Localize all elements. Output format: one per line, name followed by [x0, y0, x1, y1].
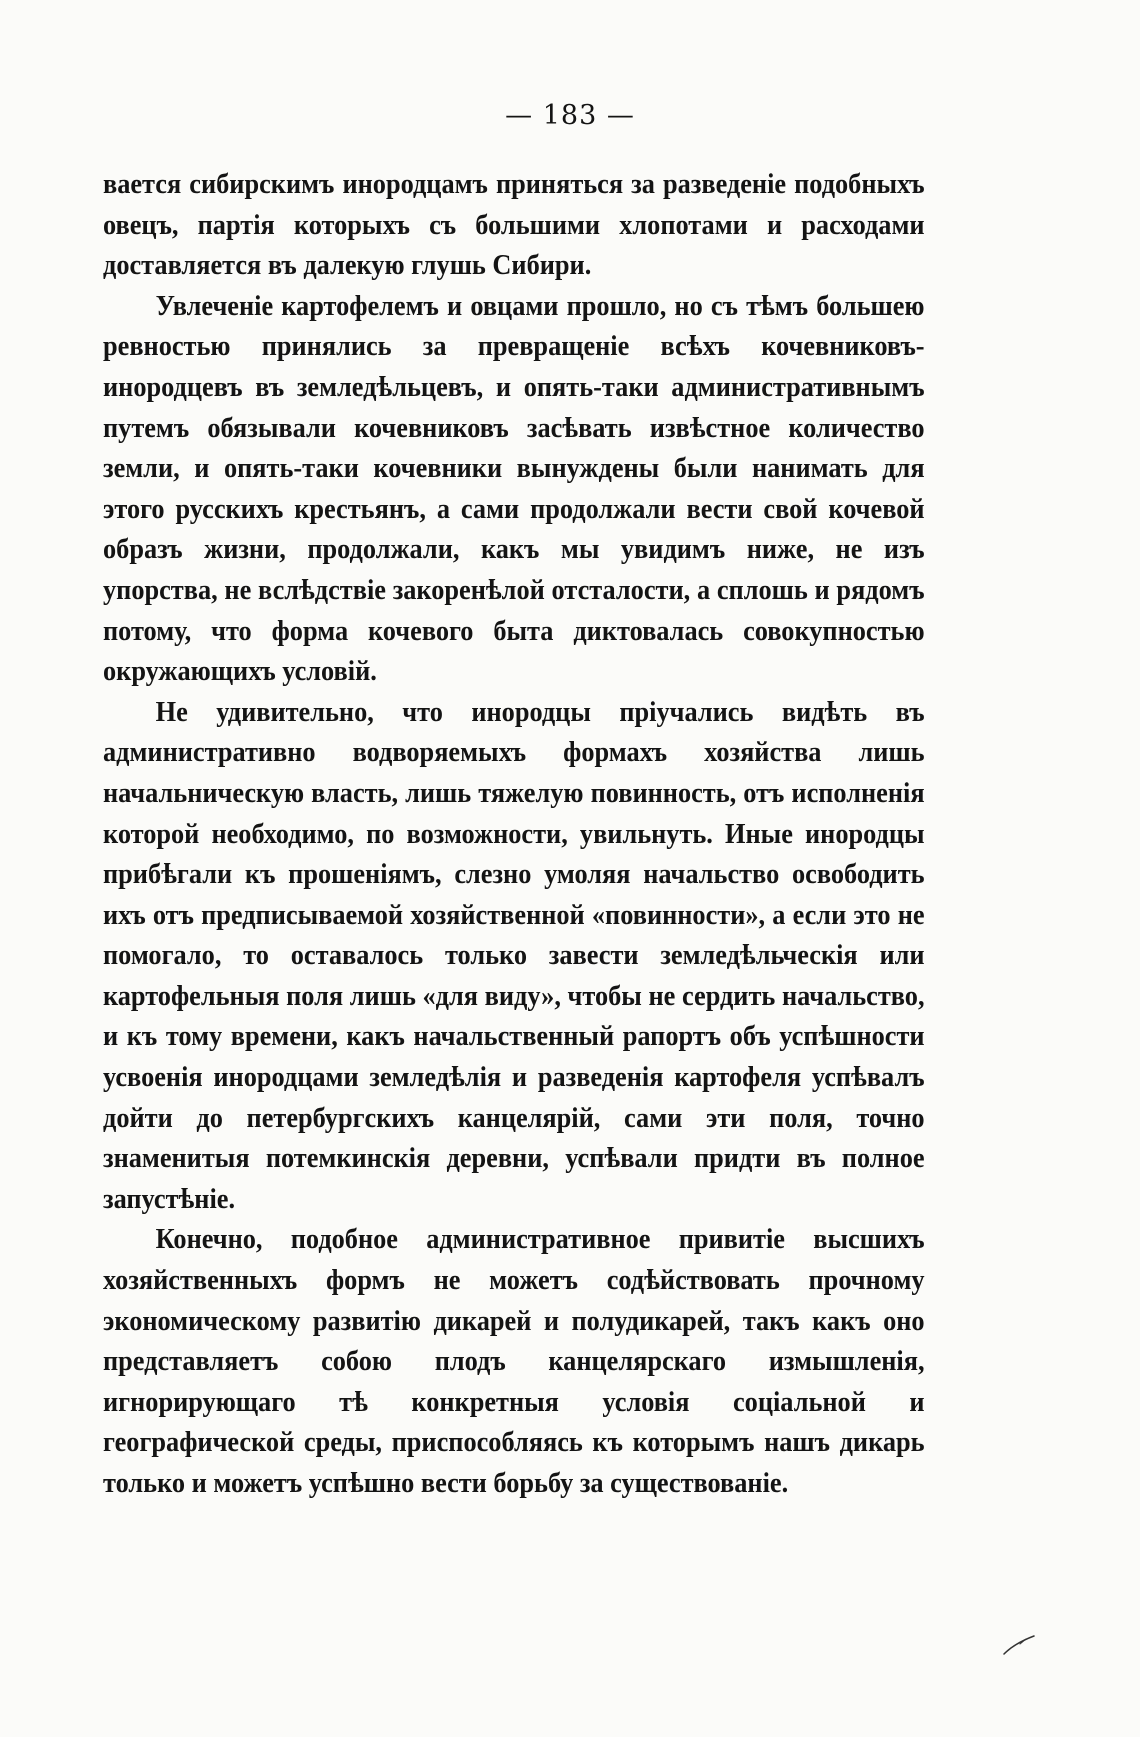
paragraph-administrative-forms: Не удивительно, что инородцы пріучались видѣть въ административно водворяемыхъ формахъ хозяйства лишь начальническую власть, лишь тяжелую повинность, отъ исполненія которой необходимо, по возможности, увильнуть. Иные инородцы прибѣгали къ прошеніямъ, слезно умоляя начальство освободить ихъ отъ предписываемой хозяйственной «повинности», а если это не помогало, то оставалось только завести земледѣльческія или картофельныя поля лишь «для виду», чтобы не сердить начальство, и къ тому времени, какъ начальственный рапортъ объ успѣшности усвоенія инородцами земледѣлія и разведенія картофеля успѣвалъ дойти до петербургскихъ канцелярій, сами эти поля, точно знаменитыя потемкинскія деревни, успѣвали придти въ полное запустѣніе. — [103, 696, 925, 1215]
paragraph-conclusion: Конечно, подобное административное привитіе высшихъ хозяйственныхъ формъ не можетъ содѣйствовать прочному экономическому развитію дикарей и полудикарей, такъ какъ оно представляетъ собою плодъ канцелярскаго измышленія, игнорирующаго тѣ конкретныя условія соціальной и географической среды, приспособляясь къ которымъ нашъ дикарь только и можетъ успѣшно вести борьбу за существованіе. — [103, 1224, 925, 1499]
page-number: — 183 — — [505, 100, 635, 131]
body-text — [103, 165, 925, 1505]
paragraph-potato-and-sheep: Увлеченіе картофелемъ и овцами прошло, но съ тѣмъ большею ревностью принялись за превращеніе всѣхъ кочевниковъ-инородцевъ въ земледѣльцевъ, и опять-таки административнымъ путемъ обязывали кочевниковъ засѣвать извѣстное количество земли, и опять-таки кочевники вынуждены были нанимать для этого русскихъ крестьянъ, а сами продолжали вести свой кочевой образъ жизни, продолжали, какъ мы увидимъ ниже, не изъ упорства, не вслѣдствіе закоренѣлой отсталости, а сплошь и рядомъ потому, что форма кочевого быта диктовалась совокупностью окружающихъ условій. — [103, 290, 925, 688]
paragraph-continuation: вается сибирскимъ инородцамъ приняться за разведеніе подобныхъ овецъ, партія которыхъ съ большими хлопотами и расходами доставляется въ далекую глушь Сибири. — [103, 169, 925, 282]
pencil-mark-icon — [1000, 1620, 1040, 1660]
